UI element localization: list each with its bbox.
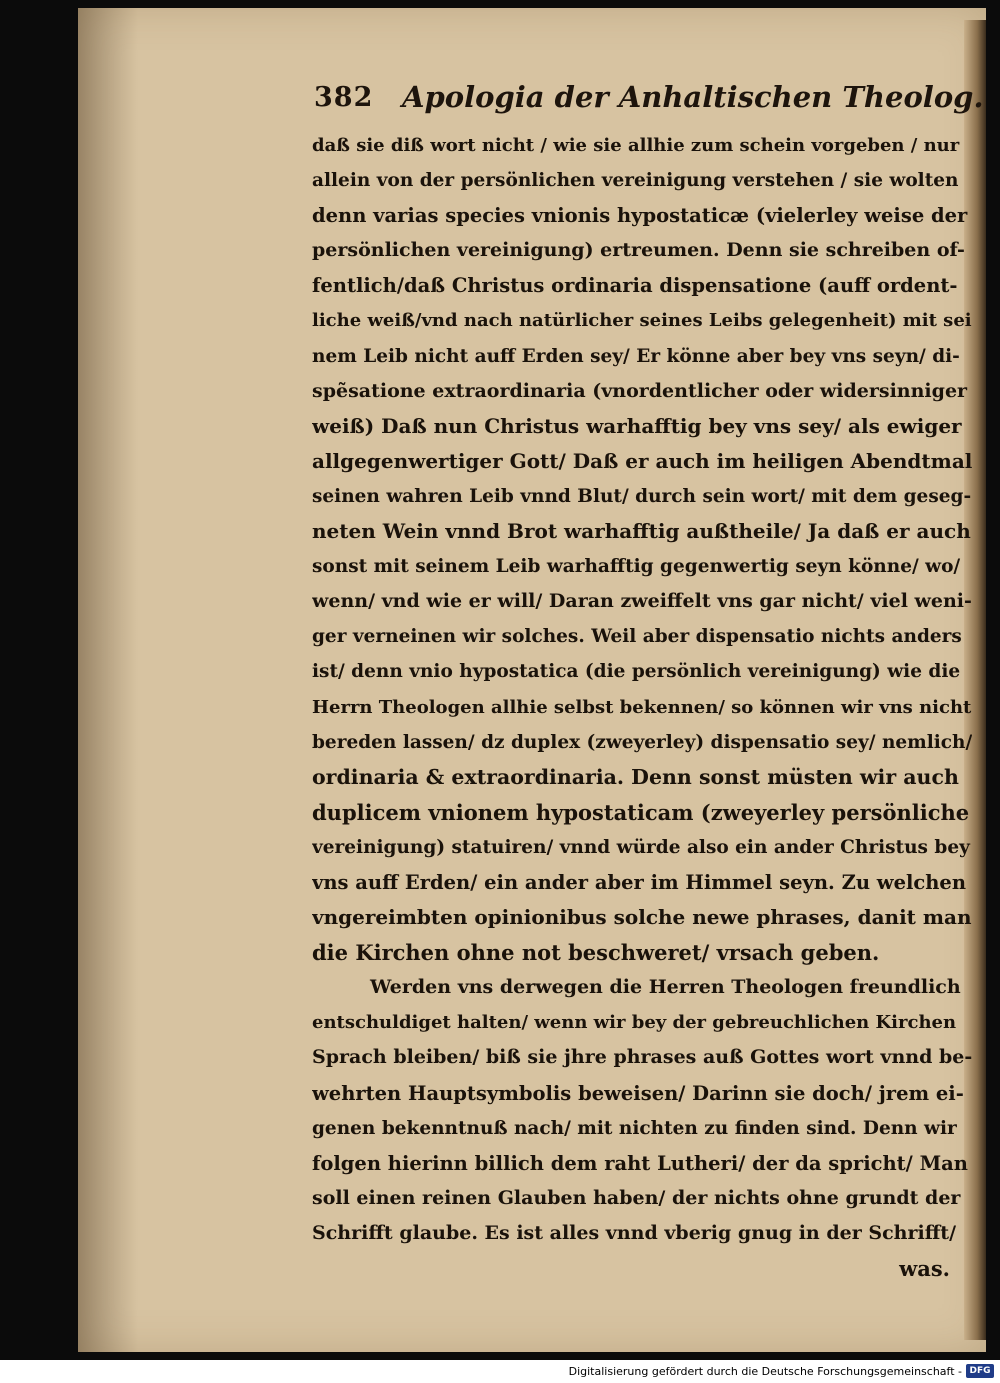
page-number: 382 <box>314 82 374 113</box>
text-line: ordinaria & extraordinaria. Denn sonst müsten wir auch <box>312 764 959 789</box>
text-line: denn varias species vnionis hypostaticæ (vielerley weise der <box>312 204 968 228</box>
text-line: fentlich/daß Christus ordinaria dispensatione (auff ordent- <box>312 274 958 298</box>
text-line: vns auff Erden/ ein ander aber im Himmel seyn. Zu welchen <box>312 870 967 894</box>
text-line: wehrten Hauptsymbolis beweisen/ Darinn sie doch/ jrem ei- <box>312 1081 964 1105</box>
text-line: neten Wein vnnd Brot warhafftig außtheile/ Ja daß er auch <box>312 519 971 544</box>
page-header <box>314 76 984 126</box>
text-line: allein von der persönlichen vereinigung verstehen / sie wolten <box>312 170 959 192</box>
catchword: was. <box>899 1256 950 1281</box>
text-line: bereden lassen/ dz duplex (zweyerley) dispensatio sey/ nemlich/ <box>312 731 972 753</box>
dfg-logo-icon: DFG <box>966 1364 994 1378</box>
text-line: nem Leib nicht auff Erden sey/ Er könne aber bey vns seyn/ di- <box>312 345 960 367</box>
body-text <box>312 128 972 1286</box>
text-line: persönlichen vereinigung) ertreumen. Denn sie schreiben of- <box>312 239 965 262</box>
text-line: wenn/ vnd wie er will/ Daran zweiffelt vns gar nicht/ viel weni- <box>312 590 972 613</box>
text-line: Sprach bleiben/ biß sie jhre phrases auß Gottes wort vnnd be- <box>312 1046 972 1069</box>
page-gutter-shadow <box>78 8 138 1352</box>
text-line: weiß) Daß nun Christus warhafftig bey vns sey/ als ewiger <box>312 413 962 438</box>
funding-notice: Digitalisierung gefördert durch die Deutsche Forschungsgemeinschaft - <box>568 1365 962 1378</box>
text-line: ger verneinen wir solches. Weil aber dispensatio nichts anders <box>312 626 962 648</box>
text-line: folgen hierinn billich dem raht Lutheri/ der da spricht/ Man <box>312 1151 968 1175</box>
text-line: liche weiß/vnd nach natürlicher seines Leibs gelegenheit) mit sei <box>312 310 972 332</box>
text-line: sonst mit seinem Leib warhafftig gegenwertig seyn könne/ wo/ <box>312 556 961 578</box>
text-line: spẽsatione extraordinaria (vnordentlicher oder widersinniger <box>312 379 968 402</box>
text-line: duplicem vnionem hypostaticam (zweyerley persönliche <box>312 799 970 825</box>
text-line: entschuldiget halten/ wenn wir bey der gebreuchlichen Kirchen <box>312 1012 957 1034</box>
text-line: allgegenwertiger Gott/ Daß er auch im heiligen Abendtmal <box>312 448 972 473</box>
text-line: vereinigung) statuiren/ vnnd würde also ein ander Christus bey <box>312 836 970 858</box>
digitization-footer <box>0 1360 1000 1383</box>
paragraph-start-line: Werden vns derwegen die Herren Theologen freundlich <box>370 976 961 999</box>
text-line: soll einen reinen Glauben haben/ der nichts ohne grundt der <box>312 1186 961 1209</box>
text-line: genen bekenntnuß nach/ mit nichten zu finden sind. Denn wir <box>312 1117 957 1139</box>
text-line: daß sie diß wort nicht / wie sie allhie zum schein vorgeben / nur <box>312 135 960 156</box>
text-line: Schrifft glaube. Es ist alles vnnd vberig gnug in der Schrifft/ <box>312 1221 957 1244</box>
text-line: vngereimbten opinionibus solche newe phrases, danit man <box>312 905 972 930</box>
text-line: seinen wahren Leib vnnd Blut/ durch sein wort/ mit dem geseg- <box>312 485 972 507</box>
text-line: ist/ denn vnio hypostatica (die persönlich vereinigung) wie die <box>312 661 961 683</box>
text-line: Herrn Theologen allhie selbst bekennen/ so können wir vns nicht <box>312 696 972 718</box>
text-line: die Kirchen ohne not beschweret/ vrsach geben. <box>312 940 880 966</box>
running-title: Apologia der Anhaltischen Theolog. <box>402 80 984 114</box>
